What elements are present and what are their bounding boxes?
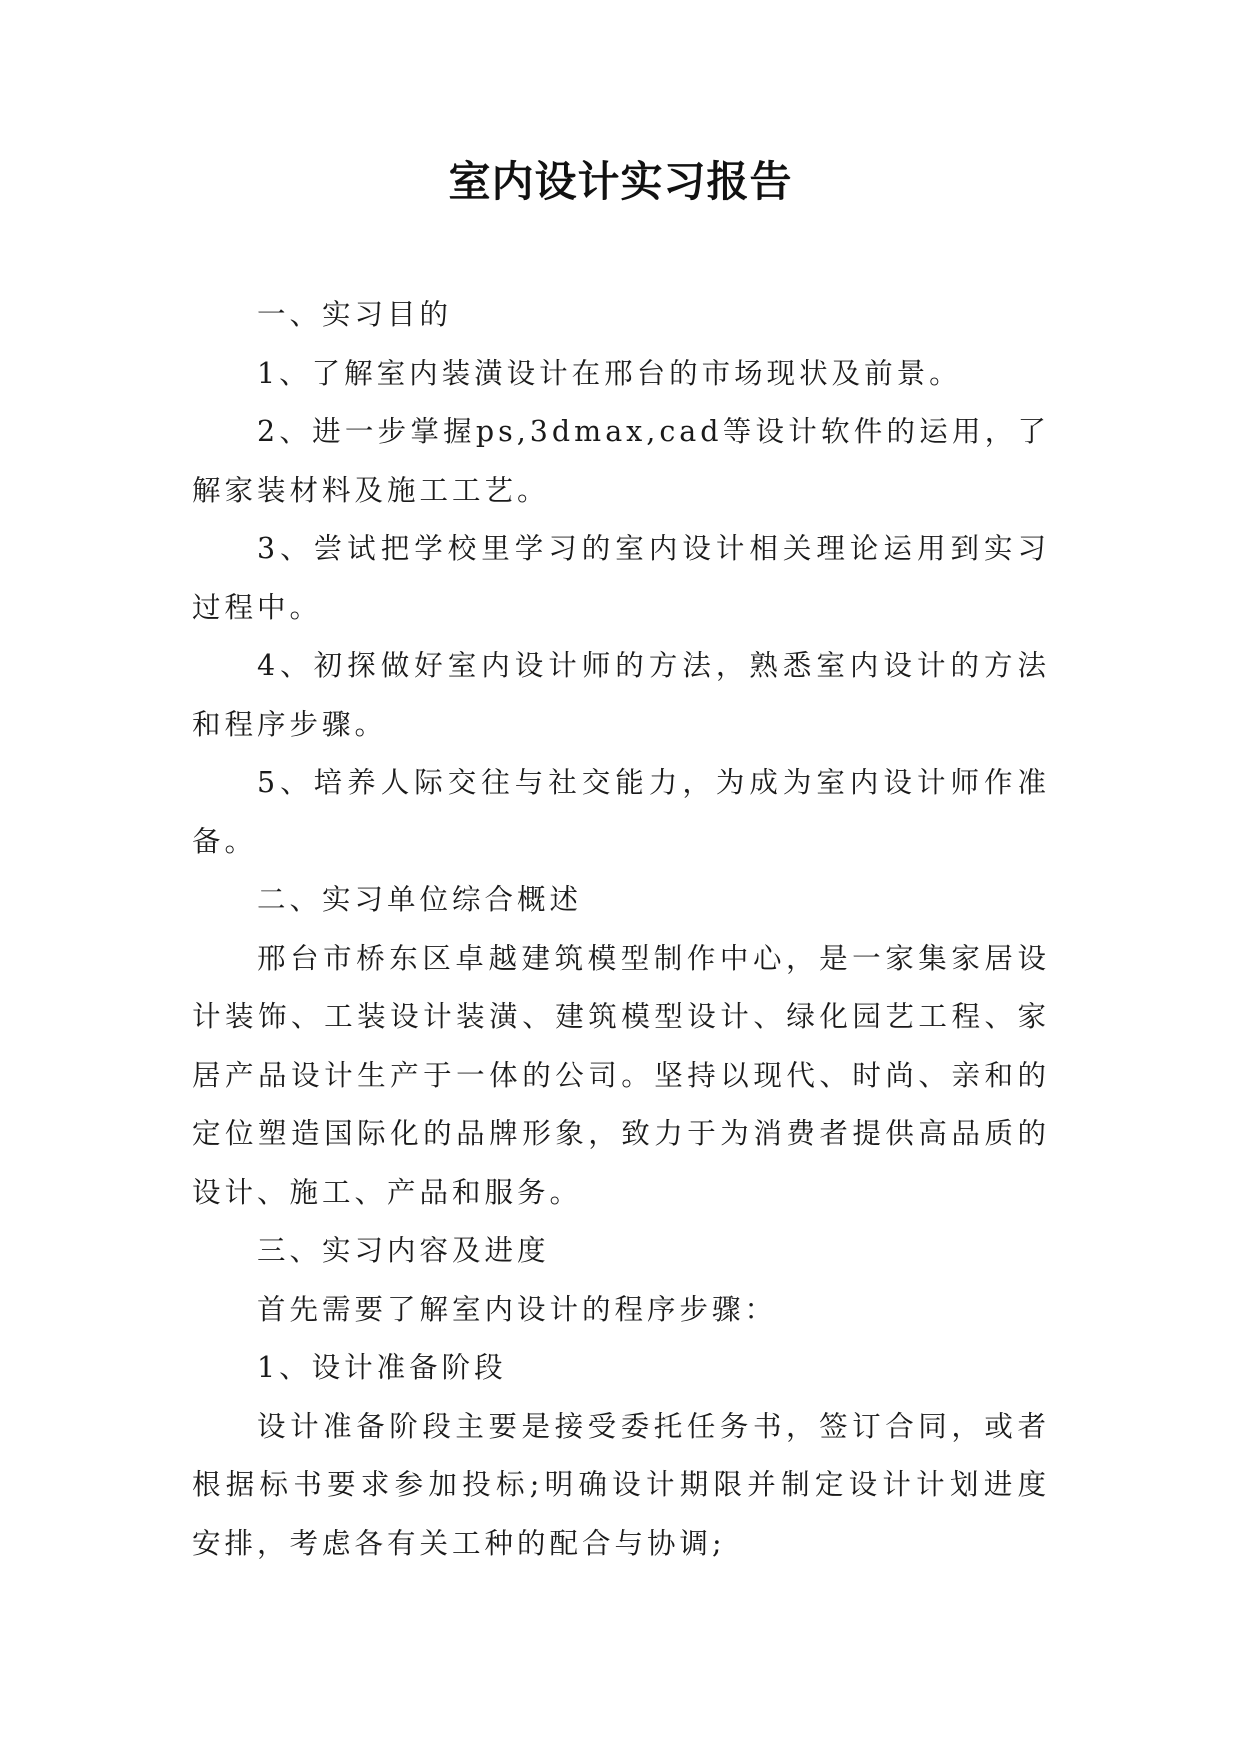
purpose-item-2: 2、进一步掌握ps,3dmax,cad等设计软件的运用，了解家装材料及施工工艺。 [192, 415, 1050, 507]
purpose-item-4: 4、初探做好室内设计师的方法，熟悉室内设计的方法和程序步骤。 [192, 649, 1050, 741]
purpose-item-5: 5、培养人际交往与社交能力，为成为室内设计师作准备。 [192, 766, 1050, 858]
subheading-preparation-stage: 1、设计准备阶段 [257, 1351, 507, 1384]
preparation-stage-text: 设计准备阶段主要是接受委托任务书，签订合同，或者根据标书要求参加投标;明确设计期限并制定设计计划进度安排，考虑各有关工种的配合与协调; [192, 1409, 1050, 1560]
purpose-item-3: 3、尝试把学校里学习的室内设计相关理论运用到实习过程中。 [192, 532, 1050, 624]
company-overview-text: 邢台市桥东区卓越建筑模型制作中心，是一家集家居设计装饰、工装设计装潢、建筑模型设计、绿化园艺工程、家居产品设计生产于一体的公司。坚持以现代、时尚、亲和的定位塑造国际化的品牌形象，致力于为消费者提供高品质的设计、施工、产品和服务。 [192, 941, 1050, 1209]
content-intro: 首先需要了解室内设计的程序步骤： [257, 1292, 778, 1326]
heading-company-overview: 二、实习单位综合概述 [257, 883, 583, 916]
heading-content-progress: 三、实习内容及进度 [257, 1234, 550, 1267]
document-body [192, 286, 1050, 1573]
heading-purpose: 一、实习目的 [257, 298, 453, 331]
purpose-item-1: 1、了解室内装潢设计在邢台的市场现状及前景。 [257, 356, 962, 390]
document-title: 室内设计实习报告 [448, 157, 793, 206]
